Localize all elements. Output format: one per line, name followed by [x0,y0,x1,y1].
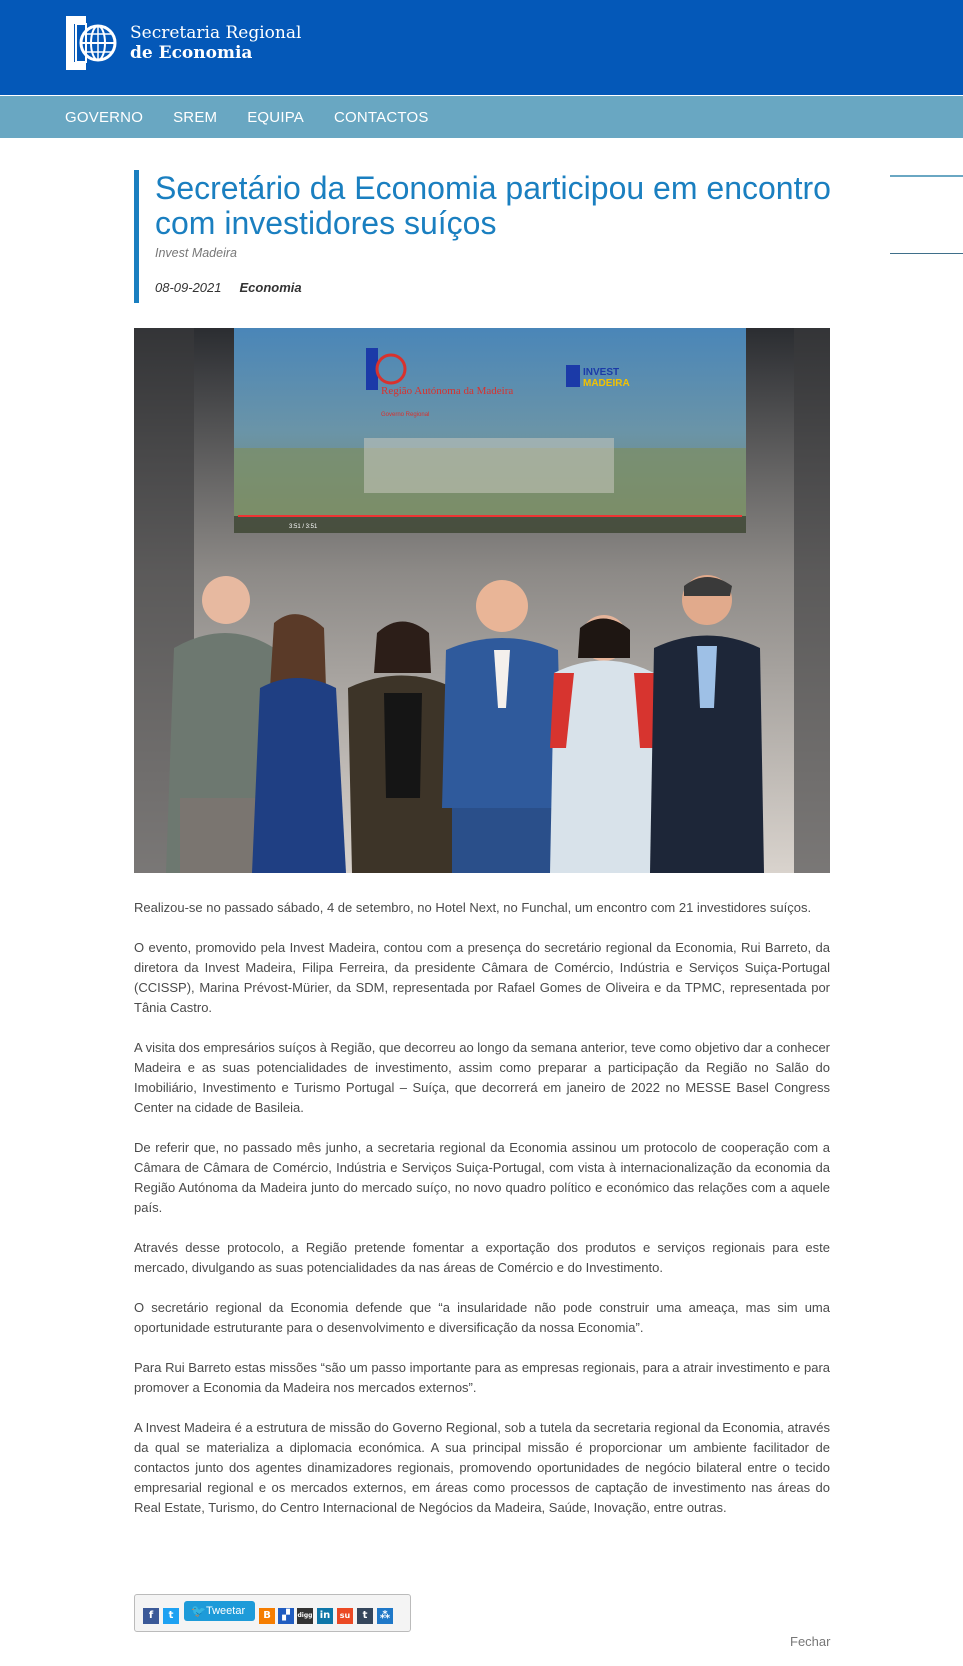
article-paragraph: O secretário regional da Economia defende que “a insularidade não pode construir uma ameaça, mas sim uma oportunidade estruturante para o desenvolvimento e diversificação da nossa Economia”. [134,1300,830,1335]
facebook-icon[interactable]: f [143,1608,159,1624]
article-paragraph: A Invest Madeira é a estrutura de missão do Governo Regional, sob a tutela da secretaria regional da Economia, através da qual se materializa a diplomacia económica. A sua principal missão é proporcionar um ambiente facilitador de contactos junto dos agentes dinamizadores regionais, promovendo oportunidades de negócio bilateral entre o tecido empresarial regional e os mercados externos, em áreas como processos de captação de investimento nas áreas do Real Estate, Turismo, do Centro Internacional de Negócios da Madeira, Saúde, Inovação, entre outras. [134,1420,830,1515]
site-logo[interactable] [64,14,301,72]
article-paragraph: Realizou-se no passado sábado, 4 de setembro, no Hotel Next, no Funchal, um encontro com 21 investidores suíços. [134,900,812,915]
delicious-icon[interactable]: ▞ [278,1608,294,1624]
screen-logo-right-1: INVEST [583,367,620,378]
share-bar [134,1594,411,1632]
video-time: 3:51 / 3:51 [289,524,318,530]
logo-emblem-icon [64,14,118,72]
digg-icon[interactable]: digg [297,1608,313,1624]
sidebar-divider [890,175,963,177]
nav-item-contactos[interactable]: CONTACTOS [334,108,429,126]
nav-item-srem[interactable]: SREM [173,108,218,126]
article-header [134,170,834,303]
screen-logo-left: Região Autónoma da Madeira [381,385,514,397]
logo-text [130,23,301,63]
sidebar-divider [890,253,963,254]
nav-item-equipa[interactable]: EQUIPA [247,108,304,126]
article-paragraph: Para Rui Barreto estas missões “são um passo importante para as empresas regionais, para a atrair investimento e para promover a Economia da Madeira nos mercados externos”. [134,1360,830,1395]
article-category[interactable]: Economia [239,280,302,295]
site-header [0,0,963,95]
tweet-button-label: Tweetar [206,1605,246,1617]
tweet-button[interactable] [184,1601,255,1621]
article-paragraph: A visita dos empresários suíços à Região, que decorreu ao longo da semana anterior, teve como objetivo dar a conhecer Madeira e as suas potencialidades de investimento, assim como preparar a participação da Região no Salão do Imobiliário, Investimento e Turismo Portugal – Suíça, que decorrerá em janeiro de 2022 no MESSE Basel Congress Center na cidade de Basileia. [134,1040,830,1115]
blogger-icon[interactable]: B [259,1608,275,1624]
article-paragraph: De referir que, no passado mês junho, a secretaria regional da Economia assinou um protocolo de cooperação com a Câmara de Câmara de Comércio, Indústria e Serviços Suiça-Portugal, com vista à internacionalização da economia da Região Autónoma da Madeira junto do mercado suíço, no novo quadro político e económico das relações com a aquele país. [134,1140,830,1215]
main-nav [0,96,963,138]
article-photo [134,328,830,873]
article-source: Invest Madeira [155,246,237,260]
event-photo-illustration [134,328,830,873]
article-meta [155,280,834,295]
article-date: 08-09-2021 [155,280,222,295]
article-body [134,898,830,1538]
article-paragraph: Através desse protocolo, a Região pretende fomentar a exportação dos produtos e serviços regionais para este mercado, divulgando as suas potencialidades da nas áreas de Comércio e do Investimento. [134,1240,830,1275]
screen-logo-left-sub: Governo Regional [381,412,430,418]
article-paragraph: O evento, promovido pela Invest Madeira, contou com a presença do secretário regional da Economia, Rui Barreto, da diretora da Invest Madeira, Filipa Ferreira, da presidente Câmara de Comércio, Indústria e Serviços Suiça-Portugal (CCISSP), Marina Prévost-Mürier, da SDM, representada por Rafael Gomes de Oliveira e da TPMC, representada por Tânia Castro. [134,940,830,1015]
article-title: Secretário da Economia participou em encontro com investidores suíços [155,170,831,241]
logo-line-1: Secretaria Regional [130,23,302,43]
screen-logo-right-2: MADEIRA [583,378,630,389]
myspace-icon[interactable]: ⁂ [377,1608,393,1624]
tumblr-icon[interactable]: t [357,1608,373,1624]
close-link[interactable]: Fechar [790,1634,831,1649]
twitter-bird-icon: 🐦 [191,1604,206,1618]
stumbleupon-icon[interactable]: su [337,1608,353,1624]
twitter-icon[interactable]: t [163,1608,179,1624]
logo-line-2: de Economia [130,43,253,63]
linkedin-icon[interactable]: in [317,1608,333,1624]
nav-item-governo[interactable]: GOVERNO [65,108,144,126]
